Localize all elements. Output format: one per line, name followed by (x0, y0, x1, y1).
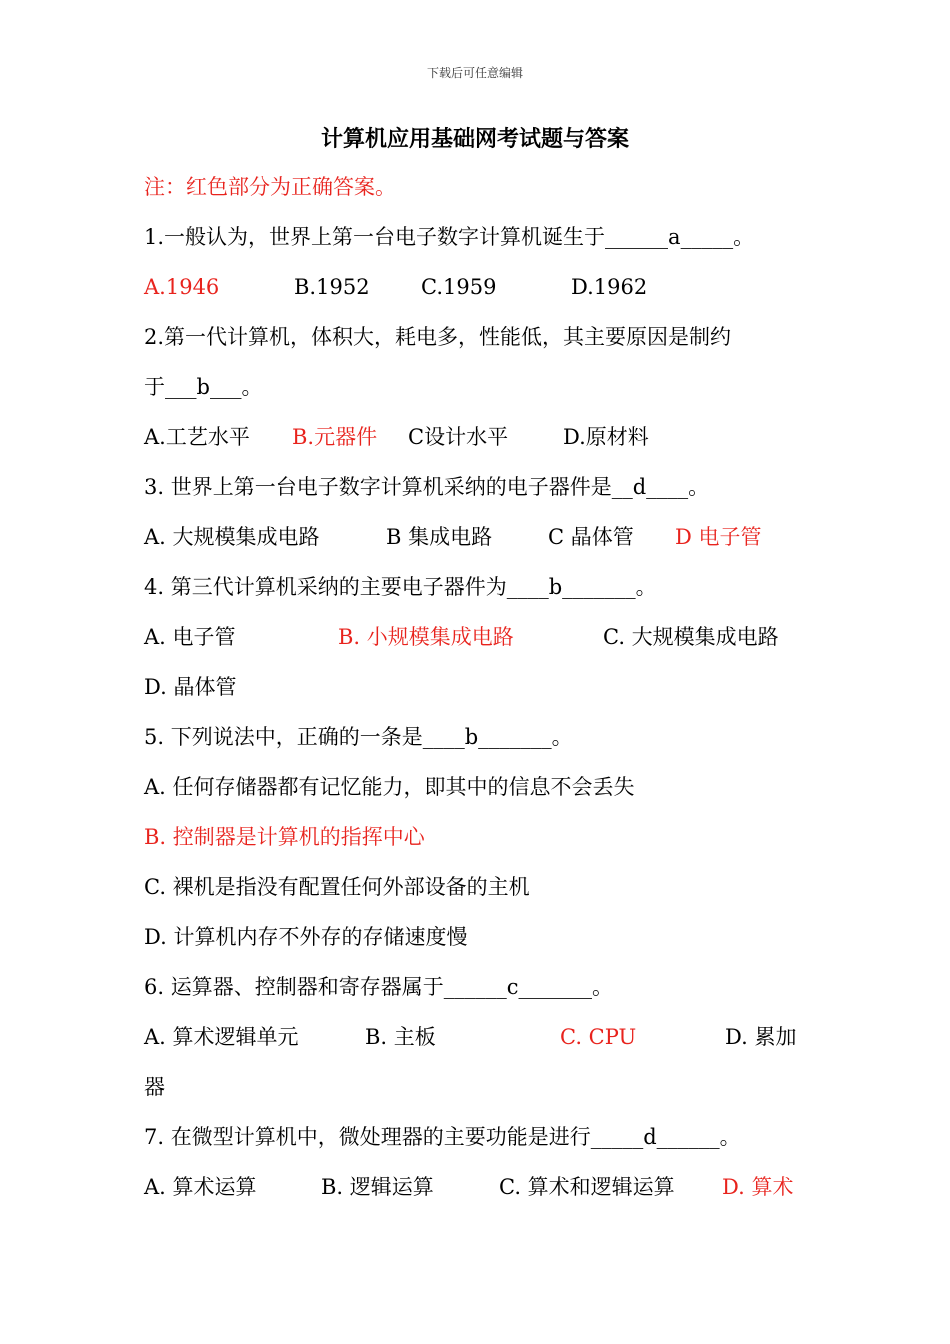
answer-blank: ____b_______ (422, 725, 552, 749)
option-d: D.1962 (571, 275, 648, 299)
answer-blank: ___b___ (165, 375, 242, 399)
question-end: 。 (241, 375, 263, 399)
question-end: 。 (591, 975, 613, 999)
option-c: C. CPU (560, 1025, 637, 1049)
question-4-options (144, 622, 834, 652)
answer-blank: ______a_____ (605, 225, 734, 249)
option-d: D 电子管 (675, 525, 762, 549)
option-d: D. 算术 (722, 1175, 794, 1199)
question-5-option-a: A. 任何存储器都有记忆能力，即其中的信息不会丢失 (144, 775, 635, 799)
option-d: D.原材料 (563, 425, 649, 449)
question-text: 于 (144, 375, 165, 399)
question-end: 。 (635, 575, 657, 599)
option-c: C 晶体管 (548, 525, 634, 549)
question-1-options (144, 272, 844, 302)
question-text: 3. 世界上第一台电子数字计算机采纳的电子器件是 (144, 475, 612, 499)
question-text: 7. 在微型计算机中，微处理器的主要功能是进行 (144, 1125, 591, 1149)
option-c: C. 大规模集成电路 (603, 625, 779, 649)
question-4-stem (144, 572, 657, 602)
option-d: D. 累加 (725, 1025, 797, 1049)
option-a: A. 算术逻辑单元 (144, 1025, 299, 1049)
question-5-option-b: B. 控制器是计算机的指挥中心 (144, 825, 425, 849)
option-c: C. 算术和逻辑运算 (499, 1175, 675, 1199)
question-2-stem-line1: 2.第一代计算机，体积大，耗电多，性能低，其主要原因是制约 (144, 325, 732, 349)
answer-blank: __d____ (611, 475, 689, 499)
answer-blank: ______c_______ (443, 975, 592, 999)
question-text: 5. 下列说法中，正确的一条是 (144, 725, 423, 749)
question-2-options (144, 422, 844, 452)
question-6-option-d-cont: 器 (144, 1075, 165, 1099)
option-c: C设计水平 (408, 425, 509, 449)
question-text: 4. 第三代计算机采纳的主要电子器件为 (144, 575, 507, 599)
answer-blank: ____b_______ (506, 575, 636, 599)
question-5-stem (144, 722, 573, 752)
option-b: B 集成电路 (386, 525, 493, 549)
question-3-stem (144, 472, 709, 502)
option-b: B. 小规模集成电路 (338, 625, 514, 649)
question-6-options (144, 1022, 834, 1052)
answer-blank: _____d______ (590, 1125, 720, 1149)
page-header-note: 下载后可任意编辑 (426, 66, 523, 80)
question-5-option-d: D. 计算机内存不外存的存储速度慢 (144, 925, 468, 949)
document-title: 计算机应用基础网考试题与答案 (320, 126, 629, 152)
question-text: 1.一般认为，世界上第一台电子数字计算机诞生于 (144, 225, 606, 249)
option-b: B. 逻辑运算 (321, 1175, 434, 1199)
option-a: A.1946 (144, 275, 220, 299)
question-text: 6. 运算器、控制器和寄存器属于 (144, 975, 444, 999)
question-6-stem (144, 972, 613, 1002)
question-end: 。 (733, 225, 755, 249)
question-5-option-c: C. 裸机是指没有配置任何外部设备的主机 (144, 875, 530, 899)
option-b: B.元器件 (292, 425, 378, 449)
option-a: A. 算术运算 (144, 1175, 257, 1199)
option-a: A. 电子管 (144, 625, 236, 649)
option-b: B. 主板 (365, 1025, 436, 1049)
question-1-stem (144, 222, 754, 252)
question-7-options (144, 1172, 834, 1202)
question-3-options (144, 522, 844, 552)
question-end: 。 (688, 475, 710, 499)
option-c: C.1959 (421, 275, 497, 299)
question-end: 。 (551, 725, 573, 749)
option-b: B.1952 (294, 275, 370, 299)
question-7-stem (144, 1122, 741, 1152)
question-end: 。 (719, 1125, 741, 1149)
option-a: A. 大规模集成电路 (144, 525, 320, 549)
question-4-option-d: D. 晶体管 (144, 675, 237, 699)
answer-notice: 注：红色部分为正确答案。 (144, 175, 396, 199)
question-2-stem-line2 (144, 372, 262, 402)
option-a: A.工艺水平 (144, 425, 250, 449)
